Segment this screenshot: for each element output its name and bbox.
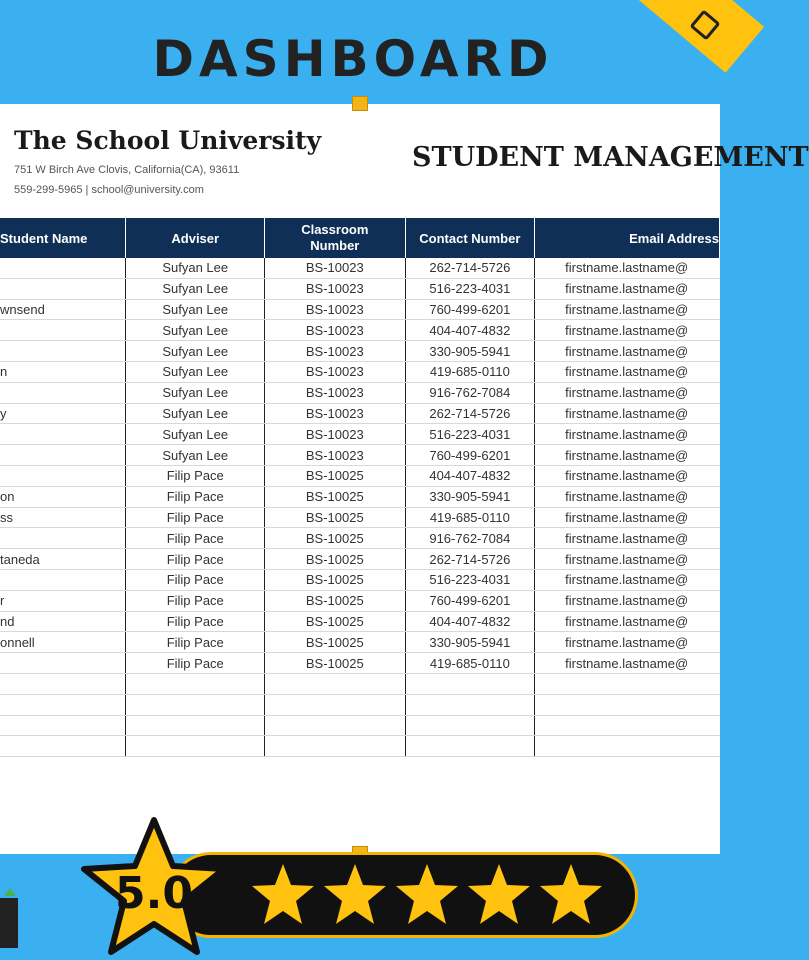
cell-student-name[interactable]: nd (0, 611, 126, 632)
cell-student-name[interactable] (0, 569, 126, 590)
table-row[interactable] (0, 507, 720, 528)
cell-classroom[interactable]: BS-10023 (265, 341, 405, 362)
cell-contact-number[interactable]: 330-905-5941 (405, 341, 535, 362)
table-row[interactable] (0, 569, 720, 590)
cell-email[interactable]: firstname.lastname@ (535, 486, 720, 507)
table-row[interactable] (0, 299, 720, 320)
cell-email[interactable] (535, 673, 720, 694)
cell-email[interactable]: firstname.lastname@ (535, 549, 720, 570)
table-row[interactable] (0, 258, 720, 278)
cell-student-name[interactable] (0, 341, 126, 362)
cell-student-name[interactable]: y (0, 403, 126, 424)
cell-classroom[interactable] (265, 715, 405, 736)
cell-adviser[interactable]: Filip Pace (126, 653, 265, 674)
cell-classroom[interactable]: BS-10025 (265, 590, 405, 611)
cell-classroom[interactable] (265, 673, 405, 694)
cell-student-name[interactable] (0, 278, 126, 299)
cell-email[interactable]: firstname.lastname@ (535, 320, 720, 341)
cell-email[interactable]: firstname.lastname@ (535, 341, 720, 362)
table-row[interactable] (0, 361, 720, 382)
cell-contact-number[interactable]: 330-905-5941 (405, 486, 535, 507)
student-table-wrap (0, 218, 720, 757)
cell-classroom[interactable]: BS-10023 (265, 445, 405, 466)
col-header-contact[interactable]: Contact Number (405, 218, 535, 258)
resize-handle-top[interactable] (352, 96, 368, 111)
cell-student-name[interactable] (0, 736, 126, 757)
cell-classroom[interactable]: BS-10025 (265, 528, 405, 549)
cell-adviser[interactable]: Sufyan Lee (126, 320, 265, 341)
cell-classroom[interactable]: BS-10023 (265, 424, 405, 445)
cell-email[interactable] (535, 715, 720, 736)
cell-contact-number[interactable]: 760-499-6201 (405, 590, 535, 611)
cell-student-name[interactable] (0, 694, 126, 715)
cell-adviser[interactable]: Filip Pace (126, 528, 265, 549)
cell-adviser[interactable] (126, 694, 265, 715)
table-row[interactable] (0, 403, 720, 424)
cell-classroom[interactable]: BS-10023 (265, 382, 405, 403)
cell-classroom[interactable]: BS-10025 (265, 549, 405, 570)
cell-adviser[interactable]: Filip Pace (126, 507, 265, 528)
rating-star-icon (538, 862, 604, 926)
cell-adviser[interactable]: Filip Pace (126, 486, 265, 507)
cell-adviser[interactable]: Filip Pace (126, 569, 265, 590)
table-row[interactable] (0, 715, 720, 736)
cell-email[interactable]: firstname.lastname@ (535, 632, 720, 653)
table-row[interactable] (0, 445, 720, 466)
document-title: STUDENT MANAGEMENT (412, 142, 809, 173)
cell-student-name[interactable]: r (0, 590, 126, 611)
table-row[interactable] (0, 694, 720, 715)
cell-adviser[interactable]: Sufyan Lee (126, 258, 265, 278)
table-row[interactable] (0, 486, 720, 507)
cell-email[interactable]: firstname.lastname@ (535, 278, 720, 299)
cell-classroom[interactable]: BS-10025 (265, 653, 405, 674)
cell-classroom[interactable]: BS-10025 (265, 632, 405, 653)
cell-classroom[interactable]: BS-10025 (265, 486, 405, 507)
cell-classroom[interactable]: BS-10025 (265, 569, 405, 590)
cell-email[interactable] (535, 694, 720, 715)
rating-star-icon (250, 862, 316, 926)
cell-adviser[interactable]: Sufyan Lee (126, 445, 265, 466)
rating-star-icon (394, 862, 460, 926)
cell-classroom[interactable]: BS-10023 (265, 320, 405, 341)
cell-email[interactable]: firstname.lastname@ (535, 653, 720, 674)
cell-email[interactable]: firstname.lastname@ (535, 590, 720, 611)
cell-adviser[interactable]: Filip Pace (126, 632, 265, 653)
cell-email[interactable]: firstname.lastname@ (535, 445, 720, 466)
cell-classroom[interactable]: BS-10025 (265, 465, 405, 486)
table-row[interactable] (0, 320, 720, 341)
cell-email[interactable]: firstname.lastname@ (535, 299, 720, 320)
table-row[interactable] (0, 736, 720, 757)
cell-adviser[interactable] (126, 715, 265, 736)
cell-student-name[interactable]: taneda (0, 549, 126, 570)
cell-student-name[interactable] (0, 445, 126, 466)
cell-adviser[interactable]: Sufyan Lee (126, 278, 265, 299)
cell-adviser[interactable] (126, 673, 265, 694)
cell-contact-number[interactable]: 516-223-4031 (405, 278, 535, 299)
cell-student-name[interactable] (0, 382, 126, 403)
table-row[interactable] (0, 465, 720, 486)
cell-student-name[interactable] (0, 424, 126, 445)
cell-classroom[interactable]: BS-10023 (265, 278, 405, 299)
table-row[interactable] (0, 653, 720, 674)
cell-contact-number[interactable] (405, 715, 535, 736)
cell-email[interactable]: firstname.lastname@ (535, 424, 720, 445)
rating-star-icon (322, 862, 388, 926)
cell-contact-number[interactable]: 916-762-7084 (405, 382, 535, 403)
cell-contact-number[interactable]: 330-905-5941 (405, 632, 535, 653)
cell-contact-number[interactable]: 262-714-5726 (405, 403, 535, 424)
cell-contact-number[interactable] (405, 736, 535, 757)
cell-adviser[interactable]: Filip Pace (126, 465, 265, 486)
cell-classroom[interactable]: BS-10023 (265, 258, 405, 278)
cell-adviser[interactable]: Sufyan Lee (126, 424, 265, 445)
cell-contact-number[interactable]: 516-223-4031 (405, 424, 535, 445)
cell-classroom[interactable]: BS-10023 (265, 299, 405, 320)
cell-adviser[interactable]: Sufyan Lee (126, 361, 265, 382)
cell-contact-number[interactable]: 916-762-7084 (405, 528, 535, 549)
cell-adviser[interactable]: Sufyan Lee (126, 403, 265, 424)
cell-contact-number[interactable] (405, 694, 535, 715)
plant-icon (0, 888, 22, 948)
cell-adviser[interactable]: Filip Pace (126, 590, 265, 611)
cell-adviser[interactable]: Sufyan Lee (126, 299, 265, 320)
table-row[interactable] (0, 341, 720, 362)
table-row[interactable] (0, 590, 720, 611)
col-header-email[interactable]: Email Address (535, 218, 720, 258)
col-header-classroom[interactable]: Classroom Number (265, 218, 405, 258)
cell-email[interactable]: firstname.lastname@ (535, 611, 720, 632)
cell-student-name[interactable]: n (0, 361, 126, 382)
cell-classroom[interactable]: BS-10023 (265, 361, 405, 382)
cell-classroom[interactable]: BS-10025 (265, 507, 405, 528)
cell-email[interactable] (535, 736, 720, 757)
student-table (0, 218, 720, 757)
cell-email[interactable]: firstname.lastname@ (535, 528, 720, 549)
cell-contact-number[interactable]: 404-407-4832 (405, 465, 535, 486)
cell-contact-number[interactable]: 760-499-6201 (405, 445, 535, 466)
table-header-row (0, 218, 720, 258)
cell-contact-number[interactable] (405, 673, 535, 694)
cell-student-name[interactable]: on (0, 486, 126, 507)
cell-contact-number[interactable]: 516-223-4031 (405, 569, 535, 590)
cell-classroom[interactable]: BS-10025 (265, 611, 405, 632)
cell-student-name[interactable] (0, 528, 126, 549)
cell-email[interactable]: firstname.lastname@ (535, 465, 720, 486)
cell-contact-number[interactable]: 262-714-5726 (405, 258, 535, 278)
cell-adviser[interactable]: Sufyan Lee (126, 382, 265, 403)
table-row[interactable] (0, 424, 720, 445)
dashboard-title: DASHBOARD (152, 30, 554, 88)
table-row[interactable] (0, 673, 720, 694)
cell-adviser[interactable] (126, 736, 265, 757)
school-address: 751 W Birch Ave Clovis, California(CA), 93611 (14, 164, 240, 176)
cell-email[interactable]: firstname.lastname@ (535, 507, 720, 528)
cell-student-name[interactable] (0, 673, 126, 694)
cell-contact-number[interactable]: 419-685-0110 (405, 507, 535, 528)
cell-student-name[interactable]: onnell (0, 632, 126, 653)
table-row[interactable] (0, 528, 720, 549)
table-row[interactable] (0, 549, 720, 570)
table-row[interactable] (0, 278, 720, 299)
cell-email[interactable]: firstname.lastname@ (535, 382, 720, 403)
rating-star-icon (466, 862, 532, 926)
cell-adviser[interactable]: Sufyan Lee (126, 341, 265, 362)
cell-student-name[interactable]: wnsend (0, 299, 126, 320)
cell-classroom[interactable] (265, 736, 405, 757)
table-row[interactable] (0, 611, 720, 632)
school-contact: 559-299-5965 | school@university.com (14, 184, 204, 196)
cell-email[interactable]: firstname.lastname@ (535, 361, 720, 382)
col-header-student-name[interactable]: Student Name (0, 218, 126, 258)
cell-student-name[interactable] (0, 258, 126, 278)
spreadsheet-preview (0, 104, 809, 854)
cell-contact-number[interactable]: 419-685-0110 (405, 653, 535, 674)
table-row[interactable] (0, 382, 720, 403)
col-header-adviser[interactable]: Adviser (126, 218, 265, 258)
cell-student-name[interactable] (0, 715, 126, 736)
school-name: The School University (14, 126, 322, 155)
cell-contact-number[interactable]: 419-685-0110 (405, 361, 535, 382)
cell-student-name[interactable] (0, 465, 126, 486)
cell-contact-number[interactable]: 760-499-6201 (405, 299, 535, 320)
cell-student-name[interactable]: ss (0, 507, 126, 528)
cell-classroom[interactable] (265, 694, 405, 715)
cell-email[interactable]: firstname.lastname@ (535, 403, 720, 424)
cell-student-name[interactable] (0, 653, 126, 674)
cell-email[interactable]: firstname.lastname@ (535, 258, 720, 278)
table-row[interactable] (0, 632, 720, 653)
cell-contact-number[interactable]: 262-714-5726 (405, 549, 535, 570)
cell-email[interactable]: firstname.lastname@ (535, 569, 720, 590)
cell-contact-number[interactable]: 404-407-4832 (405, 611, 535, 632)
rating-score: 5.0 (115, 868, 193, 919)
cell-adviser[interactable]: Filip Pace (126, 611, 265, 632)
cell-adviser[interactable]: Filip Pace (126, 549, 265, 570)
cell-contact-number[interactable]: 404-407-4832 (405, 320, 535, 341)
cell-student-name[interactable] (0, 320, 126, 341)
cell-classroom[interactable]: BS-10023 (265, 403, 405, 424)
